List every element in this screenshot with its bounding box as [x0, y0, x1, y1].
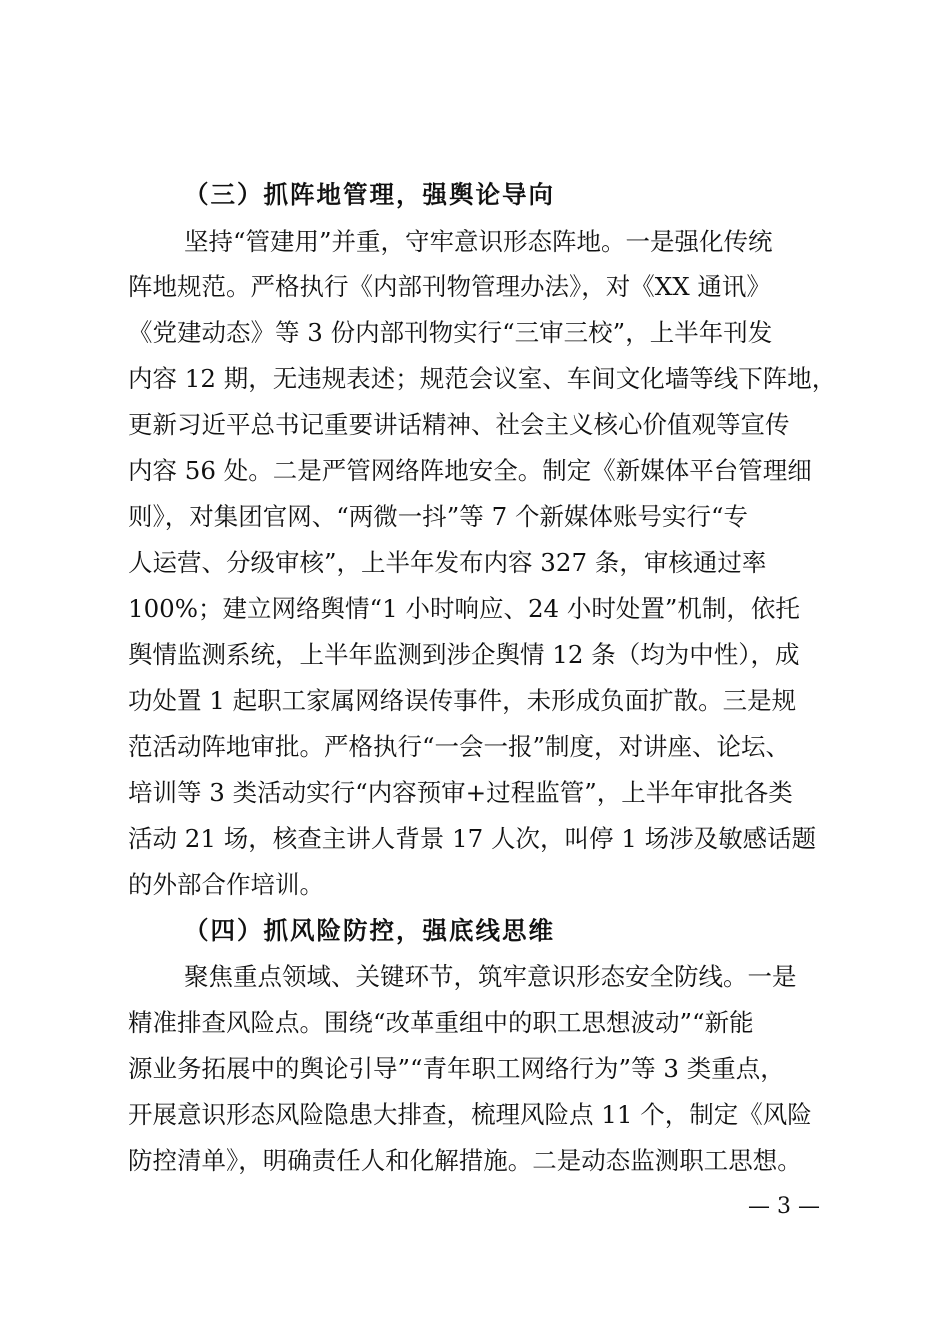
- paragraph-line: 培训等 3 类活动实行“内容预审+过程监管”，上半年审批各类: [128, 778, 793, 807]
- paragraph-line: 坚持“管建用”并重，守牢意识形态阵地。一是强化传统: [184, 227, 773, 256]
- paragraph-line: 人运营、分级审核”，上半年发布内容 327 条，审核通过率: [128, 548, 767, 577]
- paragraph-line: 范活动阵地审批。严格执行“一会一报”制度，对讲座、论坛、: [128, 732, 791, 761]
- paragraph-line: 源业务拓展中的舆论引导”“青年职工网络行为”等 3 类重点，: [128, 1054, 785, 1083]
- paragraph-line: 《党建动态》等 3 份内部刊物实行“三审三校”，上半年刊发: [128, 318, 773, 347]
- paragraph-line: 活动 21 场，核查主讲人背景 17 人次，叫停 1 场涉及敏感话题: [128, 824, 817, 853]
- paragraph-line: 阵地规范。严格执行《内部刊物管理办法》，对《XX 通讯》: [128, 272, 771, 301]
- paragraph-line: 防控清单》，明确责任人和化解措施。二是动态监测职工思想。: [128, 1146, 802, 1175]
- paragraph-line: 精准排查风险点。围绕“改革重组中的职工思想波动”“新能: [128, 1008, 754, 1037]
- paragraph-line: 的外部合作培训。: [128, 870, 324, 899]
- paragraph-line: 开展意识形态风险隐患大排查，梳理风险点 11 个，制定《风险: [128, 1100, 812, 1129]
- paragraph-line: 则》，对集团官网、“两微一抖”等 7 个新媒体账号实行“专: [128, 502, 748, 531]
- paragraph-line: 聚焦重点领域、关键环节，筑牢意识形态安全防线。一是: [184, 962, 797, 991]
- paragraph-line: 内容 56 处。二是严管网络阵地安全。制定《新媒体平台管理细: [128, 456, 812, 485]
- paragraph-line: 功处置 1 起职工家属网络误传事件，未形成负面扩散。三是规: [128, 686, 797, 715]
- page-number: — 3 —: [748, 1194, 820, 1219]
- paragraph-line: 100%；建立网络舆情“1 小时响应、24 小时处置”机制，依托: [128, 594, 800, 623]
- paragraph-line: 更新习近平总书记重要讲话精神、社会主义核心价值观等宣传: [128, 410, 790, 439]
- paragraph-line: 舆情监测系统，上半年监测到涉企舆情 12 条（均为中性），成: [128, 640, 800, 669]
- section-heading: （三）抓阵地管理，强舆论导向: [184, 180, 555, 209]
- section-heading: （四）抓风险防控，强底线思维: [184, 916, 555, 945]
- paragraph-line: 内容 12 期，无违规表述；规范会议室、车间文化墙等线下阵地，: [128, 364, 837, 393]
